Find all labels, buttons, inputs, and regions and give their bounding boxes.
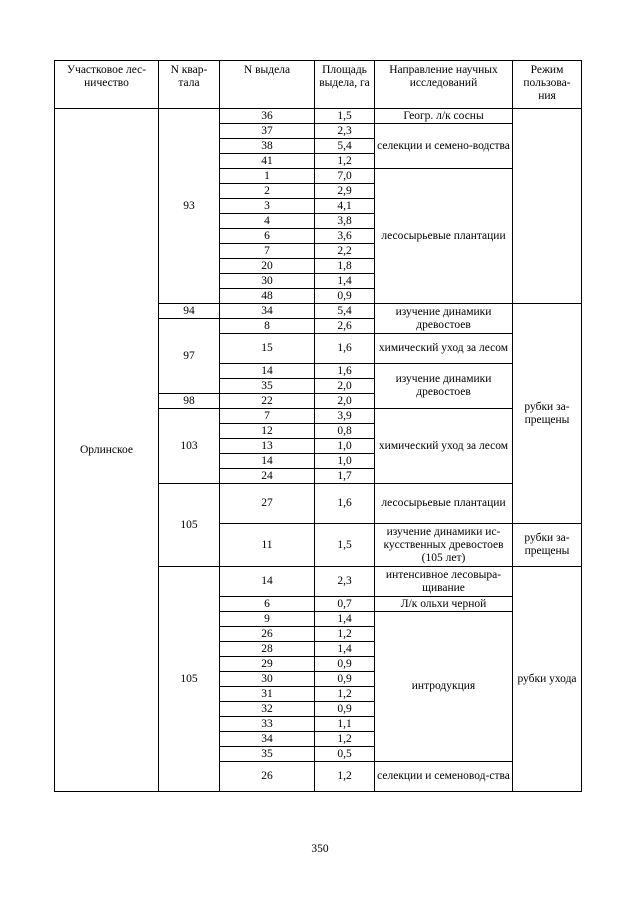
plot-number-cell: 2 <box>220 184 315 199</box>
plot-area-cell: 5,4 <box>315 304 375 319</box>
plot-number-cell: 30 <box>220 274 315 289</box>
quarter-cell: 105 <box>159 567 220 792</box>
plot-number-cell: 14 <box>220 364 315 379</box>
table-header-row <box>55 61 582 109</box>
plot-number-cell: 35 <box>220 379 315 394</box>
plot-number-cell: 29 <box>220 657 315 672</box>
plot-number-cell: 14 <box>220 454 315 469</box>
research-direction-cell: селекции и семено-водства <box>375 124 513 169</box>
plot-number-cell: 38 <box>220 139 315 154</box>
table-body <box>55 109 582 792</box>
plot-area-cell: 1,5 <box>315 109 375 124</box>
plot-area-cell: 5,4 <box>315 139 375 154</box>
plot-area-cell: 1,2 <box>315 687 375 702</box>
plot-number-cell: 9 <box>220 612 315 627</box>
plot-number-cell: 14 <box>220 567 315 597</box>
research-direction-cell: химический уход за лесом <box>375 409 513 484</box>
plot-number-cell: 12 <box>220 424 315 439</box>
plot-number-cell: 11 <box>220 524 315 567</box>
plot-number-cell: 7 <box>220 244 315 259</box>
plot-area-cell: 2,3 <box>315 124 375 139</box>
plot-area-cell: 1,0 <box>315 454 375 469</box>
research-direction-cell: изучение динамики древостоев <box>375 304 513 334</box>
plot-number-cell: 48 <box>220 289 315 304</box>
plot-area-cell: 1,5 <box>315 524 375 567</box>
plot-number-cell: 41 <box>220 154 315 169</box>
usage-mode-cell <box>513 109 582 304</box>
plot-number-cell: 28 <box>220 642 315 657</box>
header-usage-mode: Режим пользова-ния <box>513 61 582 109</box>
plot-area-cell: 2,0 <box>315 394 375 409</box>
plot-area-cell: 1,6 <box>315 334 375 364</box>
research-direction-cell: интенсивное лесовыра-щивание <box>375 567 513 597</box>
research-direction-cell: лесосырьевые плантации <box>375 484 513 524</box>
plot-number-cell: 34 <box>220 732 315 747</box>
plot-area-cell: 1,8 <box>315 259 375 274</box>
plot-area-cell: 0,8 <box>315 424 375 439</box>
quarter-cell: 98 <box>159 394 220 409</box>
plot-area-cell: 3,9 <box>315 409 375 424</box>
usage-mode-cell: рубки ухода <box>513 567 582 792</box>
plot-number-cell: 24 <box>220 469 315 484</box>
usage-mode-cell: рубки за-прещены <box>513 304 582 524</box>
plot-number-cell: 31 <box>220 687 315 702</box>
forestry-cell: Орлинское <box>55 109 159 792</box>
plot-area-cell: 1,4 <box>315 642 375 657</box>
header-plot-number: N выдела <box>220 61 315 109</box>
research-direction-cell: селекции и семеновод-ства <box>375 762 513 792</box>
page-number: 350 <box>311 843 329 855</box>
plot-number-cell: 1 <box>220 169 315 184</box>
plot-area-cell: 0,5 <box>315 747 375 762</box>
plot-area-cell: 1,6 <box>315 484 375 524</box>
plot-number-cell: 32 <box>220 702 315 717</box>
plot-area-cell: 1,6 <box>315 364 375 379</box>
research-direction-cell: Геогр. л/к сосны <box>375 109 513 124</box>
usage-mode-cell: рубки за-прещены <box>513 524 582 567</box>
plot-number-cell: 13 <box>220 439 315 454</box>
quarter-cell: 103 <box>159 409 220 484</box>
plot-number-cell: 34 <box>220 304 315 319</box>
plot-number-cell: 6 <box>220 229 315 244</box>
header-quarter: N квар-тала <box>159 61 220 109</box>
plot-number-cell: 26 <box>220 762 315 792</box>
plot-area-cell: 4,1 <box>315 199 375 214</box>
plot-area-cell: 0,9 <box>315 702 375 717</box>
plot-area-cell: 1,2 <box>315 627 375 642</box>
quarter-cell: 94 <box>159 304 220 319</box>
research-direction-cell: изучение динамики ис-кусственных древостоев (105 лет) <box>375 524 513 567</box>
table-row <box>55 109 582 124</box>
plot-number-cell: 37 <box>220 124 315 139</box>
plot-area-cell: 0,9 <box>315 657 375 672</box>
forest-plots-table <box>54 60 582 792</box>
plot-area-cell: 1,1 <box>315 717 375 732</box>
plot-area-cell: 1,7 <box>315 469 375 484</box>
plot-number-cell: 36 <box>220 109 315 124</box>
plot-number-cell: 15 <box>220 334 315 364</box>
plot-area-cell: 2,0 <box>315 379 375 394</box>
quarter-cell: 97 <box>159 319 220 394</box>
header-plot-area: Площадь выдела, га <box>315 61 375 109</box>
plot-number-cell: 33 <box>220 717 315 732</box>
plot-number-cell: 8 <box>220 319 315 334</box>
research-direction-cell: изучение динамики древостоев <box>375 364 513 409</box>
plot-number-cell: 3 <box>220 199 315 214</box>
plot-area-cell: 0,9 <box>315 672 375 687</box>
research-direction-cell: Л/к ольхи черной <box>375 597 513 612</box>
header-research-direction: Направление научных исследований <box>375 61 513 109</box>
plot-number-cell: 35 <box>220 747 315 762</box>
plot-area-cell: 3,8 <box>315 214 375 229</box>
plot-area-cell: 2,9 <box>315 184 375 199</box>
plot-number-cell: 22 <box>220 394 315 409</box>
research-direction-cell: интродукция <box>375 612 513 762</box>
plot-number-cell: 30 <box>220 672 315 687</box>
plot-area-cell: 1,2 <box>315 154 375 169</box>
plot-number-cell: 20 <box>220 259 315 274</box>
plot-area-cell: 2,2 <box>315 244 375 259</box>
plot-number-cell: 7 <box>220 409 315 424</box>
research-direction-cell: химический уход за лесом <box>375 334 513 364</box>
plot-area-cell: 7,0 <box>315 169 375 184</box>
header-forestry: Участковое лес-ничество <box>55 61 159 109</box>
plot-area-cell: 1,0 <box>315 439 375 454</box>
research-direction-cell: лесосырьевые плантации <box>375 169 513 304</box>
plot-area-cell: 2,6 <box>315 319 375 334</box>
quarter-cell: 105 <box>159 484 220 567</box>
plot-area-cell: 0,9 <box>315 289 375 304</box>
plot-number-cell: 27 <box>220 484 315 524</box>
plot-area-cell: 0,7 <box>315 597 375 612</box>
plot-area-cell: 2,3 <box>315 567 375 597</box>
plot-area-cell: 1,4 <box>315 612 375 627</box>
plot-number-cell: 6 <box>220 597 315 612</box>
plot-area-cell: 3,6 <box>315 229 375 244</box>
plot-area-cell: 1,2 <box>315 762 375 792</box>
plot-area-cell: 1,2 <box>315 732 375 747</box>
plot-number-cell: 26 <box>220 627 315 642</box>
plot-area-cell: 1,4 <box>315 274 375 289</box>
quarter-cell: 93 <box>159 109 220 304</box>
plot-number-cell: 4 <box>220 214 315 229</box>
